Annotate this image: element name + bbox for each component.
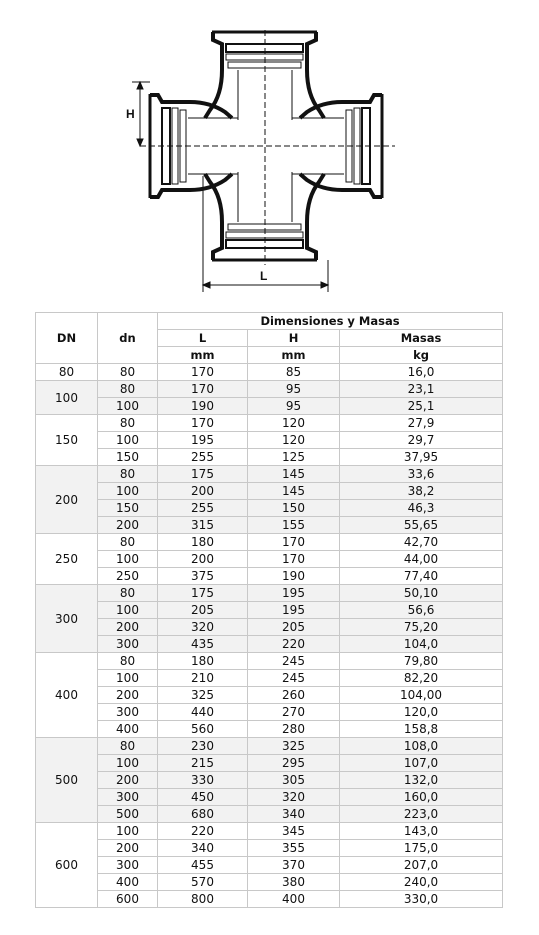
cell-h: 245 — [248, 670, 340, 687]
cell-masa: 207,0 — [340, 857, 503, 874]
cell-h: 155 — [248, 517, 340, 534]
cell-h: 270 — [248, 704, 340, 721]
cell-h: 295 — [248, 755, 340, 772]
header-masas: Masas — [340, 330, 503, 347]
cell-h: 120 — [248, 432, 340, 449]
cell-masa: 27,9 — [340, 415, 503, 432]
cell-l: 455 — [158, 857, 248, 874]
cell-h: 145 — [248, 466, 340, 483]
cell-masa: 104,0 — [340, 636, 503, 653]
table-row — [36, 670, 503, 687]
cell-l: 230 — [158, 738, 248, 755]
cell-dn-small: 200 — [98, 772, 158, 789]
cell-h: 85 — [248, 364, 340, 381]
header-unit-l: mm — [158, 347, 248, 364]
cell-dn-small: 80 — [98, 415, 158, 432]
cell-l: 440 — [158, 704, 248, 721]
table-header — [36, 313, 503, 364]
cell-h: 150 — [248, 500, 340, 517]
table-row — [36, 687, 503, 704]
cell-h: 120 — [248, 415, 340, 432]
cell-masa: 25,1 — [340, 398, 503, 415]
cell-masa: 120,0 — [340, 704, 503, 721]
cell-l: 435 — [158, 636, 248, 653]
cell-h: 320 — [248, 789, 340, 806]
header-unit-h: mm — [248, 347, 340, 364]
table-row — [36, 398, 503, 415]
cell-h: 125 — [248, 449, 340, 466]
cell-dn: 80 — [36, 364, 98, 381]
cell-h: 95 — [248, 381, 340, 398]
cell-l: 175 — [158, 466, 248, 483]
table-body — [36, 364, 503, 908]
table-row — [36, 585, 503, 602]
cell-dn-small: 100 — [98, 670, 158, 687]
cell-l: 800 — [158, 891, 248, 908]
table-row — [36, 772, 503, 789]
cell-dn: 300 — [36, 585, 98, 653]
cell-dn-small: 300 — [98, 704, 158, 721]
cell-l: 450 — [158, 789, 248, 806]
table-row — [36, 432, 503, 449]
cell-h: 195 — [248, 602, 340, 619]
cell-dn-small: 100 — [98, 823, 158, 840]
cell-masa: 50,10 — [340, 585, 503, 602]
header-group: Dimensiones y Masas — [158, 313, 503, 330]
table-row — [36, 364, 503, 381]
cell-dn-small: 200 — [98, 517, 158, 534]
header-unit-m: kg — [340, 347, 503, 364]
cell-masa: 16,0 — [340, 364, 503, 381]
cell-dn-small: 200 — [98, 619, 158, 636]
cell-masa: 42,70 — [340, 534, 503, 551]
table-row — [36, 415, 503, 432]
cell-dn-small: 80 — [98, 738, 158, 755]
cell-h: 355 — [248, 840, 340, 857]
cell-dn-small: 100 — [98, 551, 158, 568]
cell-masa: 108,0 — [340, 738, 503, 755]
cell-dn-small: 80 — [98, 653, 158, 670]
cell-masa: 55,65 — [340, 517, 503, 534]
cell-dn-small: 80 — [98, 585, 158, 602]
cell-l: 180 — [158, 653, 248, 670]
table-row — [36, 602, 503, 619]
cell-dn-small: 500 — [98, 806, 158, 823]
cell-dn: 400 — [36, 653, 98, 738]
cell-masa: 132,0 — [340, 772, 503, 789]
cell-h: 260 — [248, 687, 340, 704]
cell-l: 215 — [158, 755, 248, 772]
cell-dn-small: 300 — [98, 789, 158, 806]
cell-masa: 79,80 — [340, 653, 503, 670]
table-row — [36, 636, 503, 653]
cell-h: 145 — [248, 483, 340, 500]
table-row — [36, 857, 503, 874]
cell-dn-small: 100 — [98, 602, 158, 619]
cell-masa: 38,2 — [340, 483, 503, 500]
table-row — [36, 534, 503, 551]
cell-masa: 107,0 — [340, 755, 503, 772]
cell-dn-small: 200 — [98, 840, 158, 857]
cell-dn-small: 100 — [98, 432, 158, 449]
cell-l: 560 — [158, 721, 248, 738]
table-row — [36, 483, 503, 500]
cell-l: 180 — [158, 534, 248, 551]
table-row — [36, 789, 503, 806]
cell-h: 195 — [248, 585, 340, 602]
cell-h: 400 — [248, 891, 340, 908]
cell-h: 380 — [248, 874, 340, 891]
cell-l: 205 — [158, 602, 248, 619]
cell-masa: 330,0 — [340, 891, 503, 908]
cell-h: 305 — [248, 772, 340, 789]
cell-masa: 82,20 — [340, 670, 503, 687]
table-row — [36, 704, 503, 721]
cell-l: 320 — [158, 619, 248, 636]
table-row — [36, 806, 503, 823]
cell-dn-small: 300 — [98, 857, 158, 874]
cell-dn: 500 — [36, 738, 98, 823]
cell-dn: 100 — [36, 381, 98, 415]
table-row — [36, 653, 503, 670]
cell-h: 280 — [248, 721, 340, 738]
cell-masa: 44,00 — [340, 551, 503, 568]
table-row — [36, 381, 503, 398]
header-dn-small: dn — [98, 313, 158, 364]
cell-dn-small: 80 — [98, 466, 158, 483]
cell-l: 325 — [158, 687, 248, 704]
cell-dn-small: 80 — [98, 381, 158, 398]
cell-masa: 37,95 — [340, 449, 503, 466]
cell-l: 175 — [158, 585, 248, 602]
cell-h: 170 — [248, 534, 340, 551]
cell-l: 375 — [158, 568, 248, 585]
cell-masa: 33,6 — [340, 466, 503, 483]
cell-masa: 240,0 — [340, 874, 503, 891]
cell-l: 200 — [158, 483, 248, 500]
cell-dn-small: 100 — [98, 398, 158, 415]
cell-l: 315 — [158, 517, 248, 534]
cell-dn-small: 80 — [98, 534, 158, 551]
cell-l: 210 — [158, 670, 248, 687]
cell-dn-small: 200 — [98, 687, 158, 704]
cell-l: 340 — [158, 840, 248, 857]
table-row — [36, 755, 503, 772]
cell-masa: 23,1 — [340, 381, 503, 398]
table-row — [36, 840, 503, 857]
cross-fitting-drawing — [120, 22, 410, 292]
cell-masa: 160,0 — [340, 789, 503, 806]
cell-masa: 75,20 — [340, 619, 503, 636]
table-row — [36, 517, 503, 534]
table-row — [36, 449, 503, 466]
dimensions-table — [35, 312, 503, 908]
cell-masa: 56,6 — [340, 602, 503, 619]
cell-dn-small: 300 — [98, 636, 158, 653]
cell-dn: 600 — [36, 823, 98, 908]
header-h: H — [248, 330, 340, 347]
table-row — [36, 721, 503, 738]
cell-h: 95 — [248, 398, 340, 415]
table-row — [36, 823, 503, 840]
table-row — [36, 551, 503, 568]
header-dn: DN — [36, 313, 98, 364]
cell-l: 170 — [158, 364, 248, 381]
cell-dn-small: 600 — [98, 891, 158, 908]
cell-l: 570 — [158, 874, 248, 891]
table-row — [36, 874, 503, 891]
cell-l: 200 — [158, 551, 248, 568]
cell-masa: 46,3 — [340, 500, 503, 517]
cell-dn: 250 — [36, 534, 98, 585]
table-row — [36, 619, 503, 636]
cell-l: 255 — [158, 500, 248, 517]
cell-h: 205 — [248, 619, 340, 636]
dimension-l-label: L — [260, 269, 268, 283]
cell-masa: 223,0 — [340, 806, 503, 823]
table-row — [36, 891, 503, 908]
cell-h: 345 — [248, 823, 340, 840]
cell-l: 680 — [158, 806, 248, 823]
table-row — [36, 738, 503, 755]
cell-dn-small: 150 — [98, 449, 158, 466]
cell-masa: 77,40 — [340, 568, 503, 585]
cell-l: 170 — [158, 415, 248, 432]
cell-h: 220 — [248, 636, 340, 653]
table-row — [36, 500, 503, 517]
cell-h: 370 — [248, 857, 340, 874]
cell-dn-small: 100 — [98, 755, 158, 772]
cell-masa: 104,00 — [340, 687, 503, 704]
cell-h: 325 — [248, 738, 340, 755]
cell-masa: 175,0 — [340, 840, 503, 857]
cell-dn-small: 400 — [98, 874, 158, 891]
cell-dn-small: 150 — [98, 500, 158, 517]
cell-h: 190 — [248, 568, 340, 585]
header-l: L — [158, 330, 248, 347]
cell-h: 245 — [248, 653, 340, 670]
cell-dn-small: 80 — [98, 364, 158, 381]
cell-l: 170 — [158, 381, 248, 398]
cell-dn: 200 — [36, 466, 98, 534]
cell-dn: 150 — [36, 415, 98, 466]
dimension-h-label: H — [126, 107, 135, 121]
cell-l: 195 — [158, 432, 248, 449]
table-row — [36, 568, 503, 585]
cell-h: 170 — [248, 551, 340, 568]
cell-masa: 143,0 — [340, 823, 503, 840]
cell-dn-small: 250 — [98, 568, 158, 585]
cell-l: 220 — [158, 823, 248, 840]
cell-l: 190 — [158, 398, 248, 415]
cell-dn-small: 100 — [98, 483, 158, 500]
cell-h: 340 — [248, 806, 340, 823]
cell-l: 255 — [158, 449, 248, 466]
cell-masa: 158,8 — [340, 721, 503, 738]
cell-masa: 29,7 — [340, 432, 503, 449]
cell-l: 330 — [158, 772, 248, 789]
cell-dn-small: 400 — [98, 721, 158, 738]
table-row — [36, 466, 503, 483]
